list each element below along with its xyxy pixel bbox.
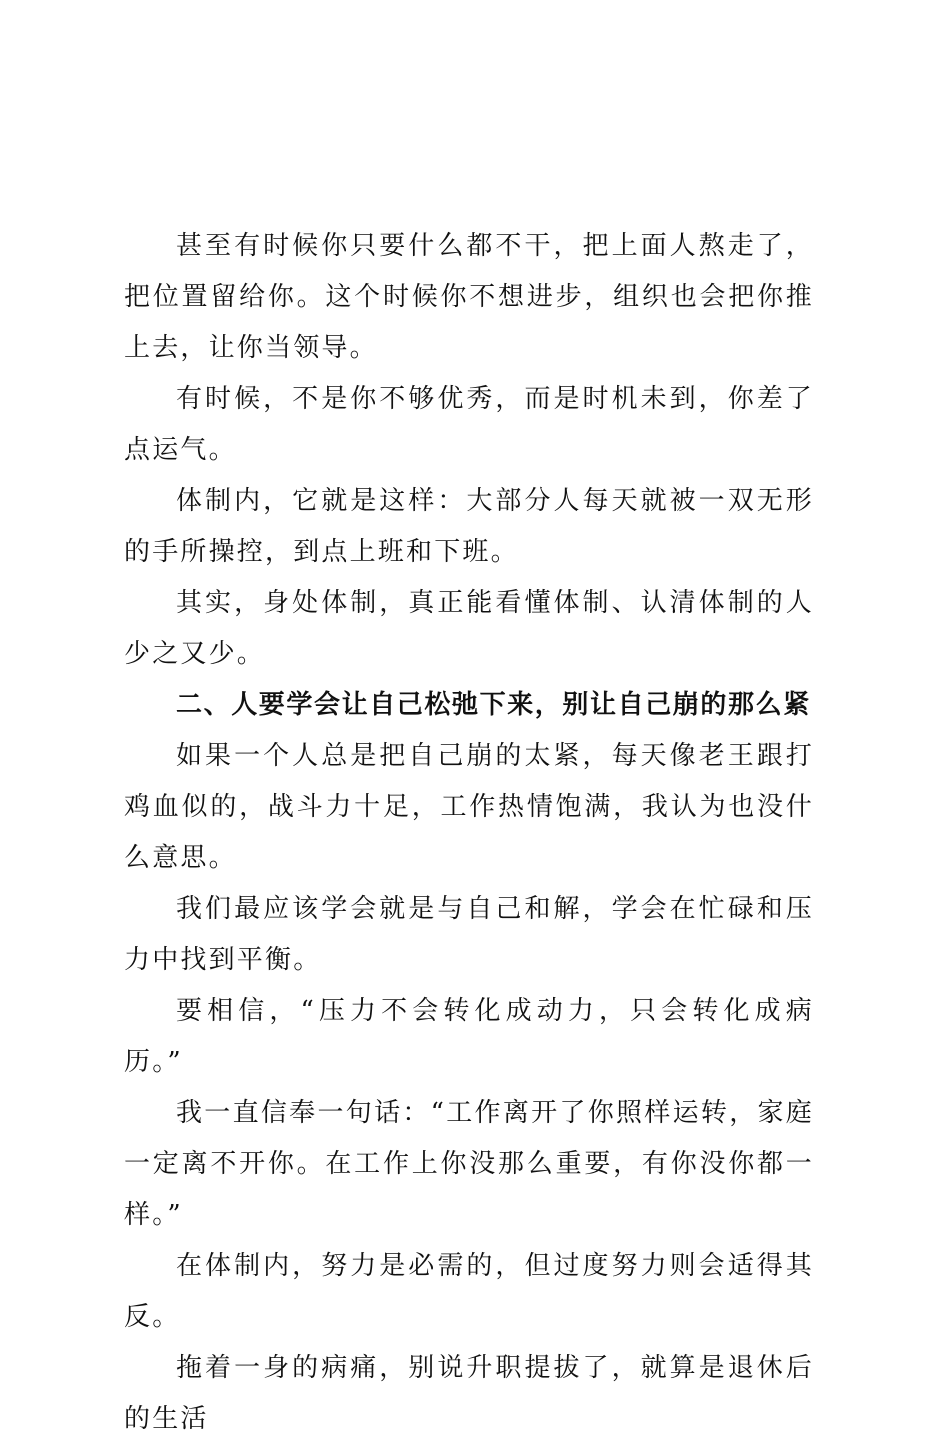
section-heading: 二、人要学会让自己松弛下来，别让自己崩的那么紧 (176, 690, 811, 720)
paragraph: 拖着一身的病痛，别说升职提拔了，就算是退休后的生活 (124, 1353, 814, 1434)
paragraph: 我一直信奉一句话：“工作离开了你照样运转，家庭一定离不开你。在工作上你没那么重要，有你没你都一样。” (124, 1098, 814, 1230)
paragraph: 甚至有时候你只要什么都不干，把上面人熬走了，把位置留给你。这个时候你不想进步，组织也会把你推上去，让你当领导。 (124, 231, 814, 363)
paragraph: 要相信，“压力不会转化成动力，只会转化成病历。” (124, 996, 814, 1077)
paragraph: 如果一个人总是把自己崩的太紧，每天像老王跟打鸡血似的，战斗力十足，工作热情饱满，我认为也没什么意思。 (124, 741, 814, 873)
paragraph: 我们最应该学会就是与自己和解，学会在忙碌和压力中找到平衡。 (124, 894, 814, 975)
paragraph: 有时候，不是你不够优秀，而是时机未到，你差了点运气。 (124, 384, 814, 465)
paragraph: 体制内，它就是这样：大部分人每天就被一双无形的手所操控，到点上班和下班。 (124, 486, 814, 567)
paragraph: 其实，身处体制，真正能看懂体制、认清体制的人少之又少。 (124, 588, 814, 669)
paragraph: 在体制内，努力是必需的，但过度努力则会适得其反。 (124, 1251, 814, 1332)
document-body (124, 221, 814, 1445)
